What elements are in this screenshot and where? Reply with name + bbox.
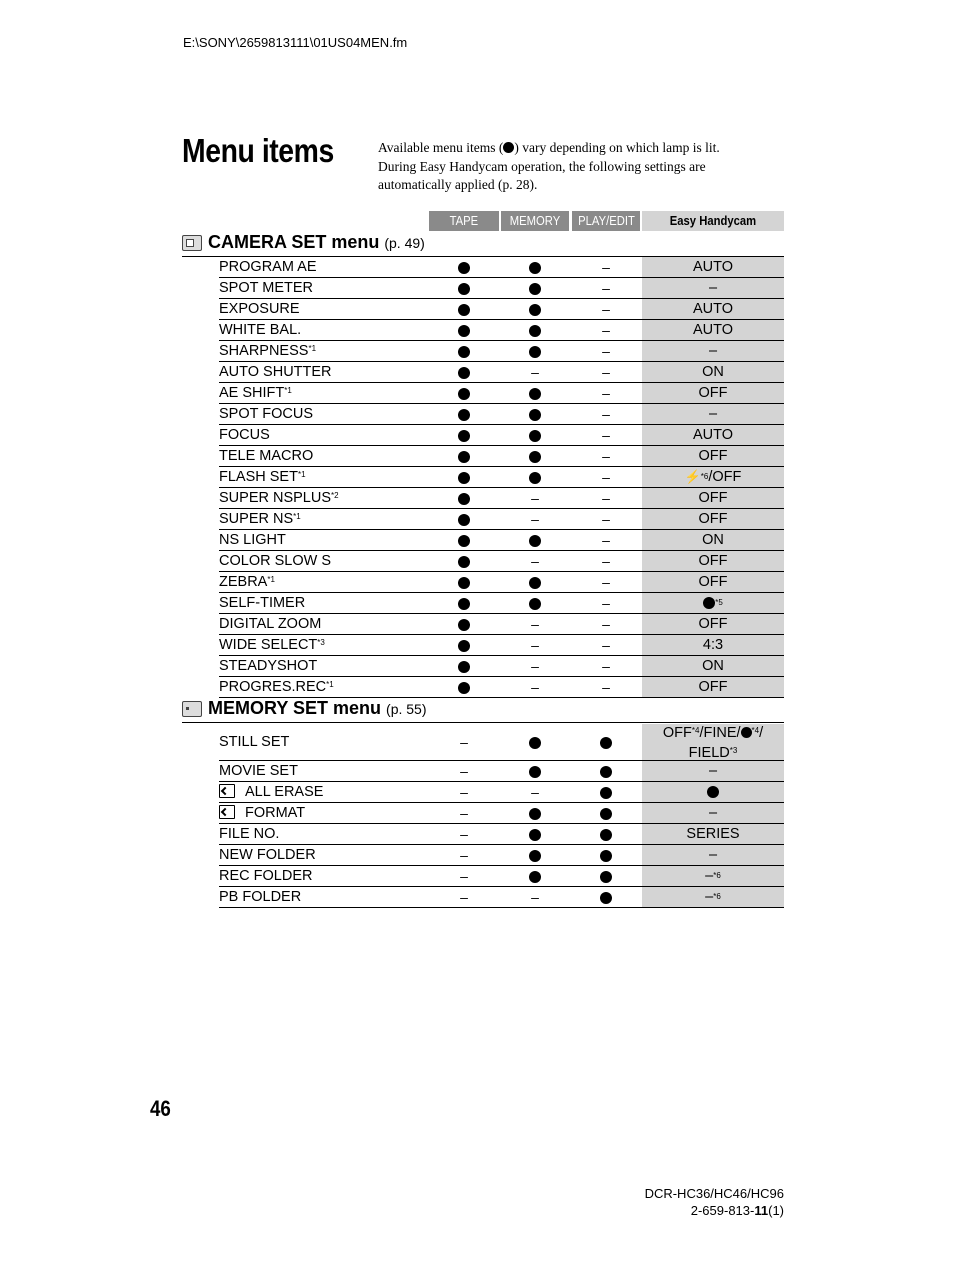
table-row: ZEBRA$^{*1}$ – OFF [219, 572, 784, 593]
menu-item-name: AUTO SHUTTER [219, 363, 332, 380]
memory-set-icon [182, 701, 202, 717]
bullet-icon [703, 597, 715, 609]
column-header-tape: TAPE [429, 211, 499, 231]
table-row: STEADYSHOT – – ON [219, 656, 784, 677]
easy-handycam-value: – [642, 761, 784, 781]
table-row: WIDE SELECT$^{*3}$ – – 4:3 [219, 635, 784, 656]
table-row: NEW FOLDER – – [219, 845, 784, 866]
easy-handycam-value: OFF [642, 614, 784, 634]
column-header-memory: MEMORY [501, 211, 569, 231]
easy-handycam-value: – *6 [642, 887, 784, 907]
table-row: SELF-TIMER – *5 [219, 593, 784, 614]
easy-handycam-value: – [642, 278, 784, 298]
table-row: AE SHIFT$^{*1}$ – OFF [219, 383, 784, 404]
easy-handycam-value: – [642, 341, 784, 361]
easy-handycam-value: ON [642, 656, 784, 676]
table-row: PROGRES.REC$^{*1}$ – – OFF [219, 677, 784, 698]
easy-handycam-value [642, 782, 784, 802]
intro-line1-start: Available menu items ( [378, 140, 504, 155]
bullet-icon [707, 786, 719, 798]
menu-item-name: SUPER NS$^{*1}$ [219, 510, 301, 527]
menu-item-name: PROGRAM AE [219, 258, 317, 275]
intro-line2: During Easy Handycam operation, the following settings are automatically applied (p. 28). [378, 159, 706, 192]
table-row: COLOR SLOW S – – OFF [219, 551, 784, 572]
menu-item-name: STEADYSHOT [219, 657, 318, 674]
menu-item-name: NS LIGHT [219, 531, 286, 548]
easy-handycam-value: AUTO [642, 257, 784, 277]
menu-item-name: NEW FOLDER [219, 846, 316, 863]
menu-item-name: REC FOLDER [219, 867, 313, 884]
menu-item-name: FOCUS [219, 426, 270, 443]
menu-item-name: COLOR SLOW S [219, 552, 331, 569]
easy-handycam-value: ON [642, 530, 784, 550]
column-header-easy-handycam: Easy Handycam [642, 211, 784, 231]
menu-item-name: FORMAT [219, 805, 305, 821]
menu-item-name: FILE NO. [219, 825, 280, 842]
menu-item-name: PROGRES.REC$^{*1}$ [219, 678, 334, 695]
page-number: 46 [150, 1096, 171, 1121]
table-row: SHARPNESS$^{*1}$ – – [219, 341, 784, 362]
easy-handycam-value: – *6 [642, 866, 784, 886]
easy-handycam-value: AUTO [642, 299, 784, 319]
intro-line1-end: ) vary depending on which lamp is lit. [514, 140, 720, 155]
menu-item-name: SHARPNESS$^{*1}$ [219, 342, 317, 359]
table-row: FLASH SET$^{*1}$ – ⚡ *6 /OFF [219, 467, 784, 488]
table-row: SPOT METER – – [219, 278, 784, 299]
table-row: SPOT FOCUS – – [219, 404, 784, 425]
table-row: EXPOSURE – AUTO [219, 299, 784, 320]
camera-set-title: CAMERA SET menu (p. 49) [208, 232, 425, 252]
easy-handycam-value: 4:3 [642, 635, 784, 655]
menu-item-name: STILL SET [219, 733, 290, 750]
menu-item-name: EXPOSURE [219, 300, 300, 317]
table-row: NS LIGHT – ON [219, 530, 784, 551]
table-row: SUPER NS$^{*1}$ – – OFF [219, 509, 784, 530]
easy-handycam-value: – [642, 845, 784, 865]
easy-handycam-value: ON [642, 362, 784, 382]
table-row: REC FOLDER – – *6 [219, 866, 784, 887]
table-row: SUPER NSPLUS$^{*2}$ – – OFF [219, 488, 784, 509]
easy-handycam-value: OFF [642, 677, 784, 697]
easy-handycam-value: OFF [642, 446, 784, 466]
easy-handycam-value: OFF [642, 572, 784, 592]
easy-handycam-value: OFF [642, 509, 784, 529]
table-row: PB FOLDER – – – *6 [219, 887, 784, 908]
menu-item-name: TELE MACRO [219, 447, 314, 464]
menu-item-name: DIGITAL ZOOM [219, 615, 322, 632]
table-row: FORMAT – – [219, 803, 784, 824]
table-row: DIGITAL ZOOM – – OFF [219, 614, 784, 635]
easy-handycam-value: AUTO [642, 425, 784, 445]
bullet-icon [741, 727, 752, 738]
footer-code: 2-659-813-11(1) [690, 1203, 784, 1218]
memory-set-title: MEMORY SET menu (p. 55) [208, 698, 427, 718]
table-row: TELE MACRO – OFF [219, 446, 784, 467]
easy-handycam-value: OFF [642, 551, 784, 571]
table-row: STILL SET – OFF$^{*4}$/FINE/ $^{*4}$/ FIELD$^{*3}$ [219, 724, 784, 761]
table-row: AUTO SHUTTER – – ON [219, 362, 784, 383]
menu-item-name: MOVIE SET [219, 762, 298, 779]
memory-set-section-header [182, 698, 784, 723]
table-row: FILE NO. – SERIES [219, 824, 784, 845]
easy-handycam-value: ⚡ *6 /OFF [642, 467, 784, 487]
column-header-playedit: PLAY/EDIT [572, 211, 640, 231]
memory-card-icon [219, 784, 235, 798]
memory-card-icon [219, 805, 235, 819]
menu-item-name: SELF-TIMER [219, 594, 306, 611]
menu-item-name: SPOT FOCUS [219, 405, 313, 422]
menu-item-name: ZEBRA$^{*1}$ [219, 573, 275, 590]
table-row: PROGRAM AE – AUTO [219, 257, 784, 278]
footer-model: DCR-HC36/HC46/HC96 [644, 1186, 784, 1201]
easy-handycam-value: *5 [642, 593, 784, 613]
easy-handycam-value: AUTO [642, 320, 784, 340]
camera-set-section-header [182, 232, 784, 257]
menu-item-name: WHITE BAL. [219, 321, 302, 338]
menu-item-name: SUPER NSPLUS$^{*2}$ [219, 489, 339, 506]
easy-handycam-value: – [642, 404, 784, 424]
menu-item-name: AE SHIFT$^{*1}$ [219, 384, 292, 401]
intro-text [378, 139, 758, 194]
menu-item-name: FLASH SET$^{*1}$ [219, 468, 306, 485]
flash-icon: ⚡ [684, 469, 701, 484]
table-row: MOVIE SET – – [219, 761, 784, 782]
camera-set-icon [182, 235, 202, 251]
table-row: FOCUS – AUTO [219, 425, 784, 446]
menu-item-name: WIDE SELECT$^{*3}$ [219, 636, 325, 653]
table-row: ALL ERASE – – [219, 782, 784, 803]
bullet-icon [503, 142, 514, 153]
easy-handycam-value: OFF [642, 488, 784, 508]
page-title: Menu items [182, 132, 334, 169]
table-row: WHITE BAL. – AUTO [219, 320, 784, 341]
easy-handycam-value: SERIES [642, 824, 784, 844]
menu-item-name: ALL ERASE [219, 784, 323, 800]
easy-handycam-value: – [642, 803, 784, 823]
file-path: E:\SONY\2659813111\01US04MEN.fm [183, 35, 408, 50]
easy-handycam-value: OFF [642, 383, 784, 403]
menu-item-name: PB FOLDER [219, 888, 302, 905]
footer [645, 1185, 784, 1219]
menu-item-name: SPOT METER [219, 279, 313, 296]
easy-handycam-value: OFF$^{*4}$/FINE/ $^{*4}$/ FIELD$^{*3}$ [642, 724, 784, 760]
